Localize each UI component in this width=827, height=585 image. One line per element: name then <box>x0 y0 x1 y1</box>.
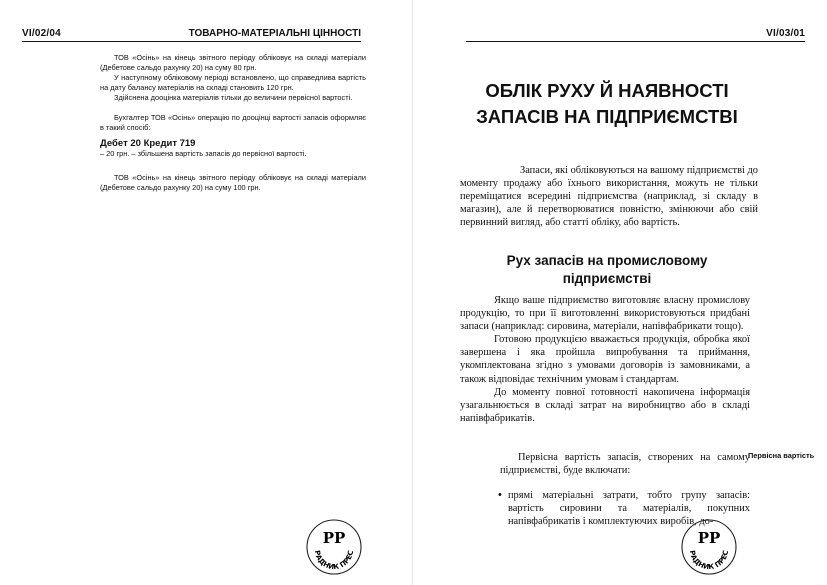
logo-text: РАДНИК ПРЕС <box>312 549 356 572</box>
production-paragraph-3: До моменту повної готовності накопичена інформація узагальнюється в складі затрат на виробництво або в складі напівфабрикатів. <box>460 386 750 424</box>
section-subheading: Рух запасів на промисловому підприємстві <box>506 253 708 286</box>
right-page-code: VI/03/01 <box>766 28 805 39</box>
left-header-rule <box>22 41 361 42</box>
intro-block <box>460 164 758 229</box>
accounting-entry-note: – 20 грн. – збільшена вартість запасів до первісної вартості. <box>100 149 307 158</box>
left-paragraph-2: У наступному обліковому періоді встановлено, що справедлива вартість на дату балансу матеріалів на складі становить 120 грн. <box>100 73 366 92</box>
cost-block <box>500 451 750 477</box>
logo-text-right: РАДНИК ПРЕС <box>687 549 731 572</box>
left-page-code: VI/02/04 <box>22 28 61 39</box>
production-paragraph-1: Якщо ваше підприємство виготовляє власну промислову продукцію, то при її виготовленні використовуються придбані запаси (наприклад: сировина, матеріали, напівфабрикати тощо). <box>460 295 750 333</box>
left-page <box>0 0 413 585</box>
bullet-dot-icon: • <box>498 489 502 501</box>
right-header-rule <box>466 41 805 42</box>
publisher-logo <box>303 517 365 577</box>
logo-letters: РР <box>322 529 346 547</box>
left-paragraph-3: Здійснена дооцінка матеріалів тільки до величини первісної вартості. <box>114 93 353 102</box>
left-section-title: ТОВАРНО-МАТЕРІАЛЬНІ ЦІННОСТІ <box>188 28 361 39</box>
production-paragraph-2: Готовою продукцією вважається продукція, обробка якої завершена і яка пройшла випробування та приймання, укомплектована згідно з умовами договорів із замовниками, а також відповідає технічним умовам і стандартам. <box>460 334 750 385</box>
left-paragraph-1: ТОВ «Осінь» на кінець звітного періоду обліковує на складі матеріали (Дебетове сальдо рахунку 20) на суму 80 грн. <box>100 53 366 72</box>
accounting-entry: Дебет 20 Кредит 719 <box>100 138 196 149</box>
right-page <box>414 0 827 585</box>
publisher-logo-right <box>678 517 740 577</box>
bullet-text: прямі матеріальні затрати, тобто групу запасів: вартість сировини та матеріалів, покупних напівфабрикатів і комплектуючих виробів, до- <box>508 490 750 528</box>
intro-paragraph: Запаси, які обліковуються на вашому підприємстві до моменту продажу або їхнього використання, можуть не тільки переміщатися всередині підприємства (наприклад, зі складу в магазин), але й перетворюватися повністю, змінюючи або свій первинний вигляд, або статті обліку, або вартість. <box>460 165 758 229</box>
main-title: ОБЛІК РУХУ Й НАЯВНОСТІ ЗАПАСІВ НА ПІДПРИЄМСТВІ <box>476 80 738 127</box>
production-block <box>460 294 750 425</box>
left-example-block <box>100 53 366 193</box>
margin-note: Первісна вартість <box>748 451 815 460</box>
logo-letters-right: РР <box>697 529 721 547</box>
left-closing-paragraph: ТОВ «Осінь» на кінець звітного періоду обліковує на складі матеріали (Дебетове сальдо рахунку 20) на суму 100 грн. <box>100 173 366 192</box>
left-paragraph-4: Бухгалтер ТОВ «Осінь» операцію по дооцінці вартості запасів оформляє в такий спосіб: <box>100 113 366 132</box>
cost-paragraph: Первісна вартість запасів, створених на самому підприємстві, буде включати: <box>500 452 750 477</box>
